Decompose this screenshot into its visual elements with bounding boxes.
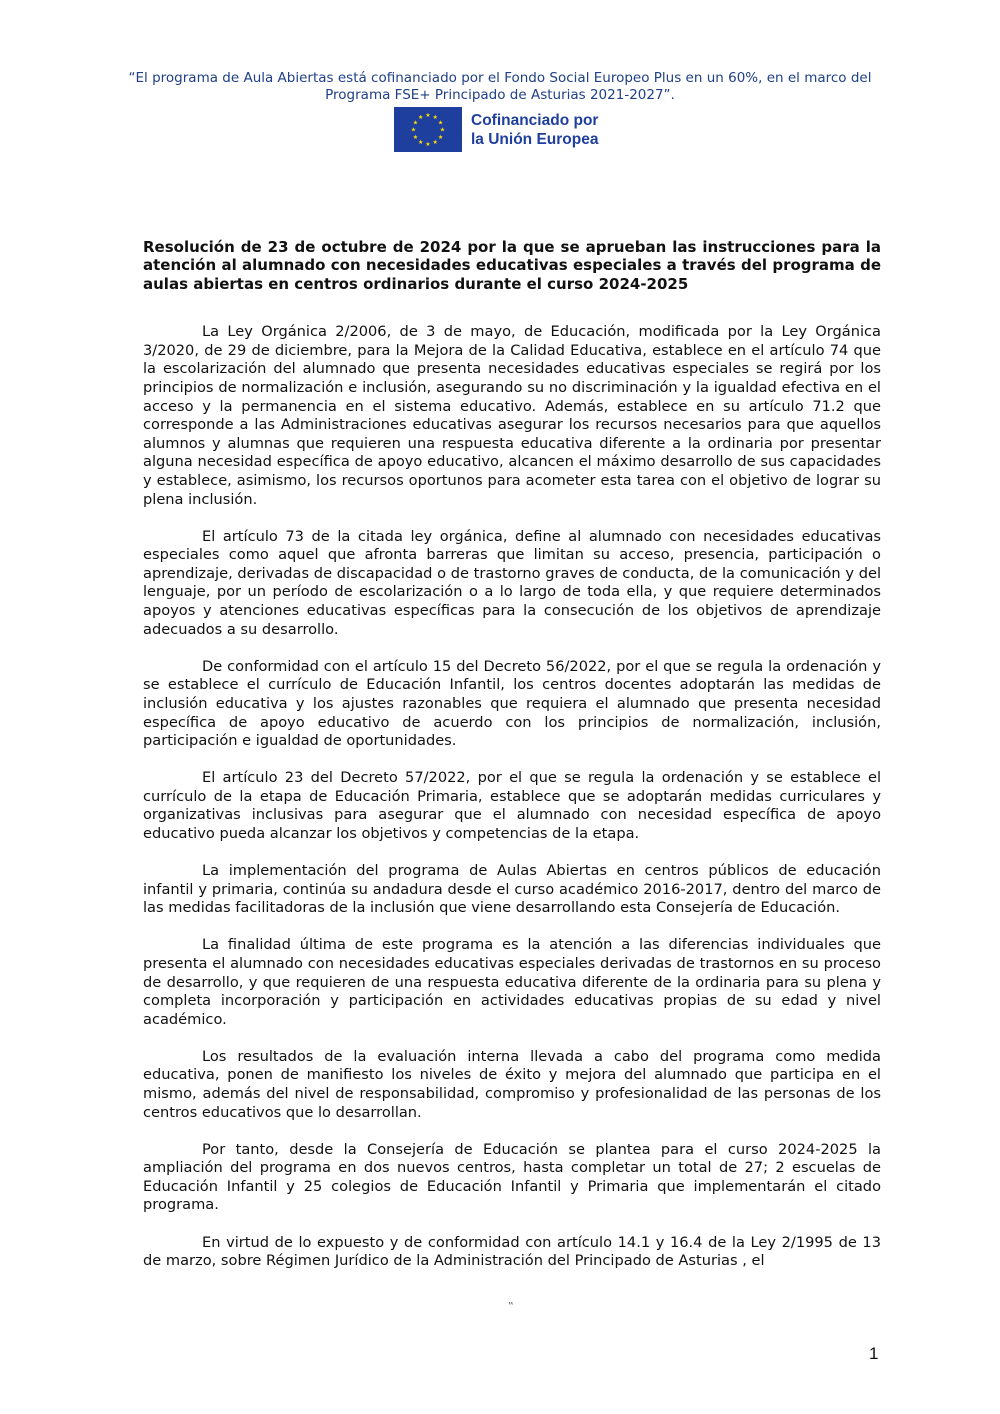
eu-star-icon: ★ bbox=[437, 133, 444, 141]
eu-star-icon: ★ bbox=[439, 126, 446, 134]
eu-star-icon: ★ bbox=[432, 139, 438, 147]
eu-star-icon: ★ bbox=[432, 113, 438, 121]
paragraph-8: Por tanto, desde la Consejería de Educación se plantea para el curso 2024-2025 la ampliación del programa en dos nuevos centros, hasta completar un total de 27; 2 escuelas de Educación Infantil y 25 colegios de Educación Infantil y Primaria que implementarán el citado programa. bbox=[143, 1140, 881, 1214]
eu-star-icon: ★ bbox=[425, 112, 431, 119]
paragraph-5: La implementación del programa de Aulas Abiertas en centros públicos de educación infantil y primaria, continúa su andadura desde el curso académico 2016-2017, dentro del marco de las medidas facilitadoras de la inclusión que viene desarrollando esta Consejería de Educación. bbox=[143, 862, 881, 917]
eu-star-icon: ★ bbox=[412, 119, 419, 127]
paragraph-6: La finalidad última de este programa es la atención a las diferencias individuales que presenta el alumnado con necesidades educativas especiales derivadas de trastornos en su proceso de desarrollo, y que requieren de una respuesta educativa diferente de la ordinaria para su plena y completa incorporación y participación en actividades educativas propias de su edad y nivel académico. bbox=[143, 936, 881, 1028]
paragraph-2: El artículo 73 de la citada ley orgánica, define al alumnado con necesidades educativas especiales como aquel que afronta barreras que limitan su acceso, presencia, participación o aprendizaje, derivadas de discapacidad o de trastorno graves de conducta, de la comunicación y del lenguaje, por un período de escolarización o a lo largo de toda ella, y que requiere determinados apoyos y atenciones educativas específicas para la consecución de los objetivos de aprendizaje adecuados a su desarrollo. bbox=[143, 527, 881, 638]
eu-star-icon: ★ bbox=[410, 126, 417, 134]
logo-line-1: Cofinanciado por bbox=[471, 111, 599, 129]
eu-star-icon: ★ bbox=[418, 139, 424, 147]
paragraph-1: La Ley Orgánica 2/2006, de 3 de mayo, de Educación, modificada por la Ley Orgánica 3/2020, de 29 de diciembre, para la Mejora de la Calidad Educativa, establece en el artículo 74 que la escolarización del alumnado que presenta necesidades educativas especiales se regirá por los principios de normalización e inclusión, asegurando su no discriminación y la igualdad efectiva en el acceso y la permanencia en el sistema educativo. Además, establece en su artículo 71.2 que corresponde a las Administraciones educativas asegurar los recursos necesarios para que aquellos alumnos y alumnas que requieren una respuesta educativa diferente a la ordinaria por presentar alguna necesidad específica de apoyo educativo, alcancen el máximo desarrollo de sus capacidades y establece, asimismo, los recursos oportunos para acometer esta tarea con el objetivo de lograr su plena inclusión. bbox=[143, 323, 881, 508]
eu-star-icon: ★ bbox=[437, 119, 444, 127]
paragraph-3: De conformidad con el artículo 15 del Decreto 56/2022, por el que se regula la ordenación y se establece el currículo de Educación Infantil, los centros docentes adoptarán las medidas de inclusión educativa y los ajustes razonables que requiera el alumnado que presenta necesidad específica de apoyo educativo de acuerdo con los principios de normalización, inclusión, participación e igualdad de oportunidades. bbox=[143, 657, 881, 750]
eu-cofinance-logo bbox=[394, 107, 598, 152]
eu-flag-icon bbox=[394, 107, 462, 152]
paragraph-9: En virtud de lo expuesto y de conformidad con artículo 14.1 y 16.4 de la Ley 2/1995 de 13 de marzo, sobre Régimen Jurídico de la Administración del Principado de Asturias , el bbox=[143, 1233, 881, 1270]
paragraph-7: Los resultados de la evaluación interna llevada a cabo del programa como medida educativa, ponen de manifiesto los niveles de éxito y mejora del alumnado que participa en el mismo, además del nivel de responsabilidad, compromiso y profesionalidad de las personas de los centros educativos que lo desarrollan. bbox=[143, 1047, 881, 1121]
eu-star-icon: ★ bbox=[418, 113, 424, 121]
document-title: Resolución de 23 de octubre de 2024 por la que se aprueban las instrucciones para la atención al alumnado con necesidades educativas especiales a través del programa de aulas abiertas en centros ordinarios durante el curso 2024-2025 bbox=[143, 238, 881, 293]
page-number: 1 bbox=[869, 1344, 879, 1363]
logo-line-2: la Unión Europea bbox=[471, 130, 599, 148]
paragraph-4: El artículo 23 del Decreto 57/2022, por el que se regula la ordenación y se establece el currículo de la etapa de Educación Primaria, establece que se adoptarán medidas curriculares y organizativas inclusivas para asegurar que el alumnado con necesidad específica de apoyo educativo pueda alcanzar los objetivos y competencias de la etapa. bbox=[143, 769, 881, 842]
eu-star-icon: ★ bbox=[412, 133, 419, 141]
document-body bbox=[143, 238, 881, 1289]
eu-star-icon: ★ bbox=[425, 141, 431, 148]
footer-mark: ‟ bbox=[508, 1300, 514, 1313]
cofinance-note: “El programa de Aula Abiertas está cofinanciado por el Fondo Social Europeo Plus en un 60%, en el marco del Programa FSE+ Principado de Asturias 2021-2027”. bbox=[128, 70, 872, 103]
